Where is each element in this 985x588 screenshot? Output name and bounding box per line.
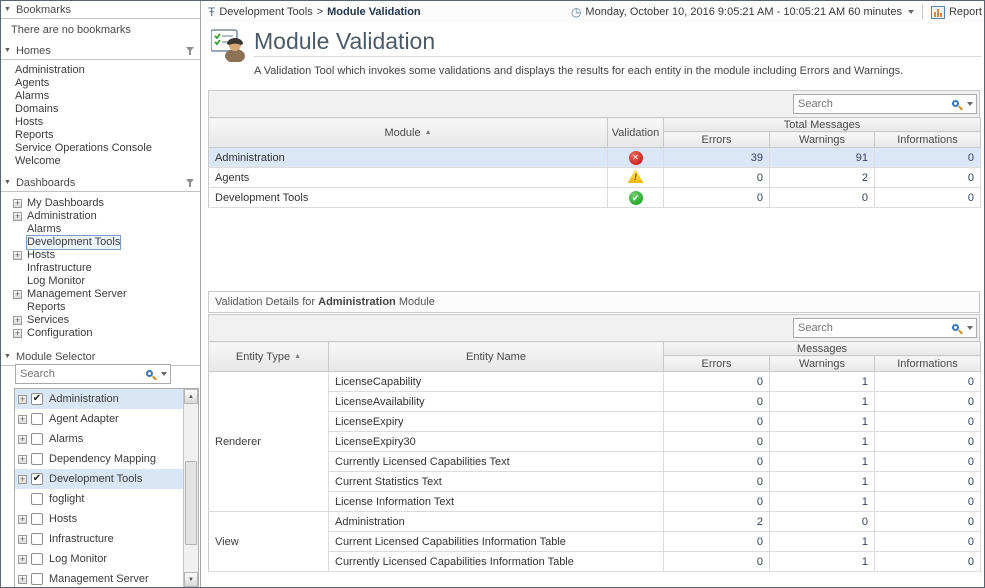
topbar-divider	[922, 5, 923, 19]
home-item-reports[interactable]: Reports	[15, 129, 54, 141]
homes-list	[1, 60, 200, 174]
details-row[interactable]	[209, 372, 981, 392]
informations-cell: 0	[875, 512, 981, 532]
entity-name-cell[interactable]: LicenseCapability	[329, 372, 664, 392]
summary-toolbar	[208, 90, 980, 117]
search-options-caret-icon[interactable]	[161, 372, 167, 376]
report-button[interactable]	[931, 6, 982, 19]
errors-cell: 0	[664, 432, 770, 452]
module-selector-searchbox	[15, 364, 171, 384]
details-title-prefix: Validation Details for	[215, 296, 316, 308]
informations-cell: 0	[875, 412, 981, 432]
col-module[interactable]: Module ▲	[209, 118, 608, 148]
dashboard-item-hosts[interactable]: + Hosts	[14, 249, 56, 261]
homes-section-header[interactable]	[1, 42, 200, 60]
home-item-hosts[interactable]: Hosts	[15, 116, 44, 128]
checkbox-checked[interactable]: ✔	[32, 393, 42, 404]
drilldown-icon: Ŧ	[208, 5, 216, 19]
errors-cell: 0	[664, 392, 770, 412]
informations-cell: 0	[875, 532, 981, 552]
col-warnings[interactable]: Warnings	[770, 132, 875, 148]
col-errors[interactable]: Errors	[664, 132, 770, 148]
module-item-hosts[interactable]	[15, 509, 183, 529]
expand-plus-icon[interactable]: +	[19, 393, 26, 404]
home-item-welcome[interactable]: Welcome	[15, 155, 61, 167]
col-entity-type[interactable]: Entity Type ▲	[209, 342, 329, 372]
sort-asc-icon: ▲	[424, 129, 432, 137]
warnings-cell: 1	[770, 412, 875, 432]
main-content	[202, 1, 984, 587]
dashboard-item-log-monitor[interactable]: Log Monitor	[27, 275, 86, 287]
errors-cell: 0	[664, 412, 770, 432]
expand-plus-icon[interactable]: +	[14, 289, 21, 299]
breadcrumb-parent[interactable]: Development Tools	[219, 6, 313, 18]
sort-asc-icon: ▲	[294, 353, 302, 361]
clock-icon: ◷	[570, 5, 582, 19]
report-icon	[931, 6, 945, 19]
dashboard-item-infrastructure[interactable]: Infrastructure	[27, 262, 92, 274]
module-item-label: Administration	[49, 393, 119, 405]
warnings-cell: 2	[770, 168, 875, 188]
dashboards-title: Dashboards	[15, 176, 76, 189]
expand-plus-icon[interactable]: +	[19, 453, 26, 464]
col-entity-name[interactable]: Entity Name	[329, 342, 664, 372]
validation-cell	[608, 168, 664, 188]
errors-cell: 39	[664, 148, 770, 168]
dashboard-item-reports[interactable]: Reports	[27, 301, 66, 313]
expand-plus-icon[interactable]: +	[19, 533, 26, 544]
entity-name-cell[interactable]: LicenseExpiry30	[329, 432, 664, 452]
module-validation-icon	[211, 28, 247, 62]
entity-name-cell[interactable]: LicenseAvailability	[329, 392, 664, 412]
col-informations[interactable]: Informations	[875, 132, 981, 148]
entity-name-cell[interactable]: Administration	[329, 512, 664, 532]
warnings-cell: 1	[770, 452, 875, 472]
homes-title: Homes	[15, 44, 51, 57]
home-item-domains[interactable]: Domains	[15, 103, 59, 115]
entity-type-group: Renderer	[209, 372, 329, 512]
module-item-development-tools[interactable]	[15, 469, 183, 489]
ok-icon: ✔	[629, 191, 643, 205]
search-options-caret-icon[interactable]	[967, 326, 973, 330]
summary-row-administration[interactable]	[209, 148, 981, 168]
expand-plus-icon[interactable]: +	[19, 473, 26, 484]
collapse-icon: ▼	[4, 6, 11, 13]
dashboards-tree	[1, 192, 200, 346]
summary-searchbox	[793, 94, 977, 114]
module-list-scrollbar[interactable]	[183, 389, 198, 587]
informations-cell: 0	[875, 472, 981, 492]
details-panel-header	[208, 291, 980, 313]
error-icon: ✕	[629, 151, 643, 165]
dashboard-item-services[interactable]: + Services	[14, 314, 70, 326]
errors-cell: 0	[664, 372, 770, 392]
details-row[interactable]	[209, 512, 981, 532]
col-messages: Messages	[664, 342, 981, 356]
scroll-up-icon[interactable]: ▲	[184, 389, 198, 404]
warnings-cell: 1	[770, 392, 875, 412]
entity-name-cell[interactable]: License Information Text	[329, 492, 664, 512]
informations-cell: 0	[875, 552, 981, 572]
informations-cell: 0	[875, 432, 981, 452]
col-validation[interactable]: Validation	[608, 118, 664, 148]
warnings-cell: 1	[770, 552, 875, 572]
expand-plus-icon[interactable]: +	[19, 513, 26, 524]
expand-plus-icon[interactable]: +	[19, 413, 26, 424]
informations-cell: 0	[875, 188, 981, 208]
informations-cell: 0	[875, 148, 981, 168]
expand-plus-icon[interactable]: +	[14, 315, 21, 325]
module-item-administration[interactable]	[15, 389, 183, 409]
bookmarks-title: Bookmarks	[15, 3, 71, 16]
checkbox[interactable]	[31, 453, 43, 465]
home-item-alarms[interactable]: Alarms	[15, 90, 50, 102]
entity-name-cell[interactable]: Currently Licensed Capabilities Information Table	[329, 552, 664, 572]
informations-cell: 0	[875, 452, 981, 472]
module-item-label: Development Tools	[49, 473, 143, 485]
entity-type-group: View	[209, 512, 329, 572]
home-item-administration[interactable]: Administration	[15, 64, 85, 76]
module-cell[interactable]: Development Tools	[209, 188, 608, 208]
title-rule	[254, 56, 981, 57]
module-item-label: Dependency Mapping	[49, 453, 157, 465]
collapse-icon: ▼	[4, 353, 11, 360]
col-errors[interactable]: Errors	[664, 356, 770, 372]
module-item-label: Alarms	[49, 433, 84, 445]
informations-cell: 0	[875, 372, 981, 392]
module-item-label: Log Monitor	[49, 553, 108, 565]
col-total-messages: Total Messages	[664, 118, 981, 132]
search-icon[interactable]	[146, 370, 155, 379]
breadcrumb-separator: >	[316, 6, 324, 18]
details-toolbar	[208, 314, 980, 341]
errors-cell: 0	[664, 532, 770, 552]
module-selector-title: Module Selector	[15, 350, 96, 363]
checkbox[interactable]	[31, 553, 43, 565]
dashboard-item-development-tools[interactable]: Development Tools	[27, 236, 121, 248]
collapse-icon: ▼	[4, 179, 11, 186]
dashboard-item-my-dashboards[interactable]: + My Dashboards	[14, 197, 105, 209]
report-label: Report	[948, 6, 982, 18]
warnings-cell: 91	[770, 148, 875, 168]
details-table	[208, 341, 981, 572]
module-item-foglight[interactable]	[15, 489, 183, 509]
details-title-suffix: Module	[398, 296, 435, 308]
dashboard-item-alarms[interactable]: Alarms	[27, 223, 62, 235]
dashboard-item-configuration[interactable]: + Configuration	[14, 327, 93, 339]
warnings-cell: 1	[770, 492, 875, 512]
expand-plus-icon[interactable]: +	[14, 328, 21, 338]
warnings-cell: 1	[770, 432, 875, 452]
module-item-infrastructure[interactable]	[15, 529, 183, 549]
checkbox[interactable]	[31, 513, 43, 525]
checkbox[interactable]	[31, 433, 43, 445]
module-item-label: Infrastructure	[49, 533, 114, 545]
summary-row-development-tools[interactable]	[209, 188, 981, 208]
warnings-cell: 0	[770, 188, 875, 208]
module-item-agent-adapter[interactable]	[15, 409, 183, 429]
time-range-caret-icon[interactable]	[908, 10, 914, 14]
module-item-label: Management Server	[49, 573, 149, 585]
details-search-input[interactable]	[798, 322, 952, 334]
time-range-selector[interactable]	[571, 5, 914, 19]
no-bookmarks-text: There are no bookmarks	[11, 24, 131, 36]
module-item-alarms[interactable]	[15, 429, 183, 449]
warnings-cell: 1	[770, 532, 875, 552]
collapse-icon: ▼	[4, 47, 11, 54]
errors-cell: 2	[664, 512, 770, 532]
details-module-name: Administration	[318, 296, 396, 308]
checkbox[interactable]	[31, 493, 43, 505]
module-selector-search-input[interactable]	[20, 368, 146, 380]
entity-name-cell[interactable]: Currently Licensed Capabilities Text	[329, 452, 664, 472]
col-warnings[interactable]: Warnings	[770, 356, 875, 372]
errors-cell: 0	[664, 188, 770, 208]
warnings-cell: 1	[770, 372, 875, 392]
errors-cell: 0	[664, 452, 770, 472]
warning-icon: !	[628, 169, 644, 183]
entity-name-cell[interactable]: Current Statistics Text	[329, 472, 664, 492]
breadcrumb-current: Module Validation	[327, 6, 421, 18]
filter-icon[interactable]	[185, 46, 196, 56]
entity-name-cell[interactable]: Current Licensed Capabilities Information Table	[329, 532, 664, 552]
page-header	[211, 28, 981, 77]
topbar	[202, 1, 984, 23]
checkbox[interactable]	[31, 533, 43, 545]
checkbox[interactable]	[31, 413, 43, 425]
expand-plus-icon[interactable]: +	[14, 198, 21, 208]
dashboard-item-administration[interactable]: + Administration	[14, 210, 97, 222]
validation-cell	[608, 148, 664, 168]
warnings-cell: 1	[770, 472, 875, 492]
dashboards-section-header[interactable]	[1, 174, 200, 192]
page-title: Module Validation	[254, 28, 436, 54]
details-searchbox	[793, 318, 977, 338]
checkbox-checked[interactable]: ✔	[32, 473, 42, 484]
module-cell[interactable]: Administration	[209, 148, 608, 168]
summary-table	[208, 117, 981, 208]
module-cell[interactable]: Agents	[209, 168, 608, 188]
errors-cell: 0	[664, 472, 770, 492]
errors-cell: 0	[664, 552, 770, 572]
scroll-down-icon[interactable]: ▼	[184, 572, 198, 587]
module-item-label: Hosts	[49, 513, 78, 525]
bookmarks-section-header[interactable]	[1, 1, 200, 19]
search-icon[interactable]	[952, 324, 961, 333]
page-description: A Validation Tool which invokes some validations and displays the results for each entity in the module including Errors and Warnings.	[254, 65, 904, 77]
expand-plus-icon[interactable]: +	[19, 573, 26, 584]
expand-plus-icon[interactable]: +	[19, 553, 26, 564]
breadcrumb	[208, 5, 421, 19]
search-icon[interactable]	[952, 100, 961, 109]
informations-cell: 0	[875, 492, 981, 512]
module-item-label: foglight	[49, 493, 85, 505]
checkbox[interactable]	[31, 573, 43, 585]
sidebar	[1, 1, 201, 587]
dashboard-item-management-server[interactable]: + Management Server	[14, 288, 127, 300]
summary-panel	[208, 90, 980, 208]
scrollbar-thumb[interactable]	[185, 461, 197, 545]
search-options-caret-icon[interactable]	[967, 102, 973, 106]
module-item-dependency-mapping[interactable]	[15, 449, 183, 469]
module-selector-list	[14, 388, 199, 587]
errors-cell: 0	[664, 168, 770, 188]
col-informations[interactable]: Informations	[875, 356, 981, 372]
warnings-cell: 0	[770, 512, 875, 532]
filter-icon[interactable]	[185, 178, 196, 188]
time-range-text: Monday, October 10, 2016 9:05:21 AM - 10:05:21 AM 60 minutes	[585, 6, 902, 18]
home-item-service-operations-console[interactable]: Service Operations Console	[15, 142, 152, 154]
expand-plus-icon[interactable]: +	[14, 250, 21, 260]
errors-cell: 0	[664, 492, 770, 512]
module-item-log-monitor[interactable]	[15, 549, 183, 569]
entity-name-cell[interactable]: LicenseExpiry	[329, 412, 664, 432]
details-panel	[208, 314, 980, 572]
summary-search-input[interactable]	[798, 98, 952, 110]
validation-cell	[608, 188, 664, 208]
home-item-agents[interactable]: Agents	[15, 77, 50, 89]
expand-plus-icon[interactable]: +	[14, 211, 21, 221]
module-item-management-server[interactable]	[15, 569, 183, 587]
informations-cell: 0	[875, 168, 981, 188]
module-item-label: Agent Adapter	[49, 413, 119, 425]
summary-row-agents[interactable]	[209, 168, 981, 188]
informations-cell: 0	[875, 392, 981, 412]
expand-plus-icon[interactable]: +	[19, 433, 26, 444]
